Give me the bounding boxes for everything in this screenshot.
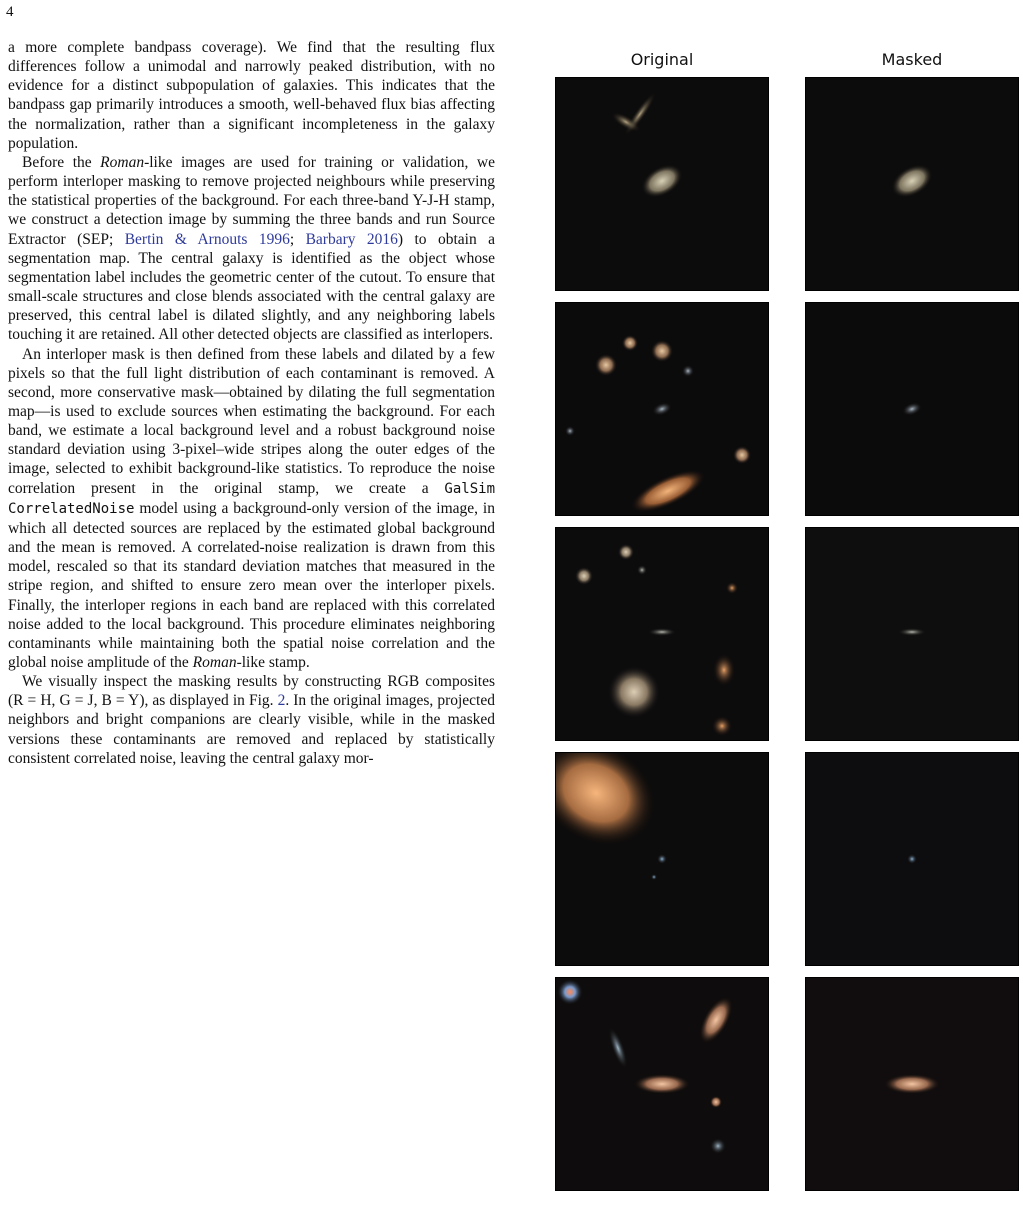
code-term: GalSim CorrelatedNoise (8, 480, 495, 517)
stamp-masked-4 (805, 752, 1019, 966)
stamp-original-2 (555, 302, 769, 516)
stamp-masked-5 (805, 977, 1019, 1191)
paragraph-4: We visually inspect the masking results by constructing RGB composites (R = H, G = J, B = Y), as displayed in Fig. 2. In the original images, projected neighbors and bright companions are clearly visible, while in the masked versions these contaminants are removed and replaced by statistically consistent correlated noise, leaving the central galaxy mor- (8, 673, 495, 767)
figure-2 (555, 50, 1017, 1200)
roman-italic: Roman (192, 654, 237, 671)
stamp-masked-2 (805, 302, 1019, 516)
column-header-masked: Masked (881, 50, 943, 69)
column-header-original: Original (630, 50, 694, 69)
stamp-original-1 (555, 77, 769, 291)
paragraph-3: An interloper mask is then defined from these labels and dilated by a few pixels so that the full light distribution of each contaminant is removed. A second, more conservative mask—obtained by dilating the full segmentation map—is used to exclude sources when estimating the background. For each band, we estimate a local background level and a robust background noise standard deviation using 3-pixel–wide stripes along the outer edges of the image, selected to exhibit background-like statistics. To reproduce the noise correlation present in the original stamp, we create a GalSim CorrelatedNoise model using a background-only version of the image, in which all detected sources are replaced by the estimated global background and the mean is removed. A correlated-noise realization is drawn from this model, rescaled so that its standard deviation matches that measured in the stripe region, and shifted to ensure zero mean over the interloper pixels. Finally, the interloper regions in each band are replaced with this correlated noise added to the local background. This procedure eliminates neighboring contaminants while maintaining both the spatial noise correlation and the global noise amplitude of the Roman-like stamp. (8, 345, 495, 671)
paragraph-1: a more complete bandpass coverage). We find that the resulting flux differences follow a unimodal and narrowly peaked distribution, with no evidence for a distinct subpopulation of galaxies. This indicates that the bandpass gap primarily introduces a smooth, well-behaved flux bias affecting the normalization, rather than a significant incompleteness in the galaxy population. (8, 39, 495, 152)
citation-link[interactable]: Bertin & Arnouts 1996 (124, 230, 290, 248)
figure-reference-link[interactable]: 2 (277, 692, 286, 710)
stamp-original-4 (555, 752, 769, 966)
roman-italic: Roman (100, 153, 145, 171)
stamp-original-5 (555, 977, 769, 1191)
stamp-masked-3 (805, 527, 1019, 741)
paragraph-2: Before the Roman-like images are used for training or validation, we perform interloper masking to remove projected neighbours while preserving the statistical properties of the background. For each three-band Y-J-H stamp, we construct a detection image by summing the three bands and run Source Extractor (SEP; Bertin & Arnouts 1996; Barbary 2016) to obtain a segmentation map. The central galaxy is identified as the object whose segmentation label includes the geometric center of the cutout. To ensure that small-scale structures and close blends associated with the central galaxy are preserved, this central label is dilated slightly, and any neighboring labels touching it are retained. All other detected objects are classified as interlopers. (8, 153, 496, 344)
page-number: 4 (6, 4, 14, 20)
stamp-masked-1 (805, 77, 1019, 291)
body-text-column (8, 38, 495, 768)
citation-link[interactable]: Barbary 2016 (305, 230, 398, 248)
stamp-original-3 (555, 527, 769, 741)
